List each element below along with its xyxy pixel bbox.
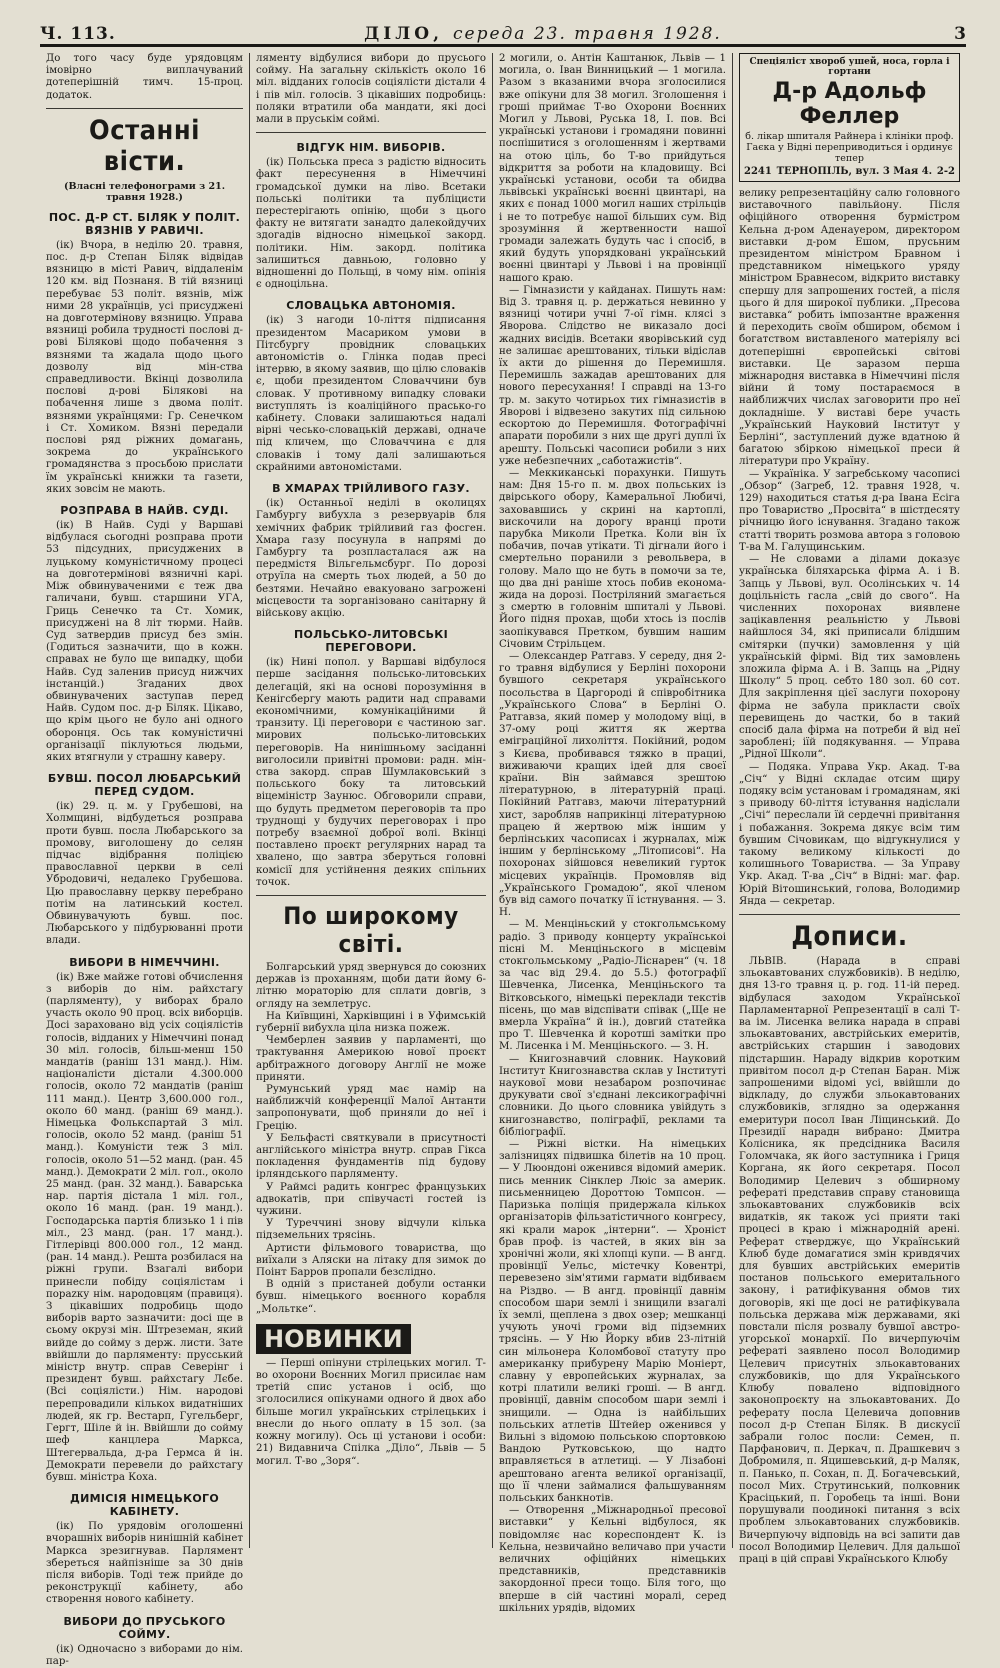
article-body: (ік) В Найв. Суді у Варшаві відбулася сьогодні розправа проти 53 підсудних, присуджених в луцькому комуністичному процесі на довготермінові вязничні карі. Між обвинуваченими є теж два галичани, бувш. старшини УГА, Гриць Сенечко та Ст. Хомик, присуджені на 8 літ тюрми. Найв. Суд затвердив присуд без змін. (Годиться зазначити, що в кожн. справах не було ще випадку, щоби Найв. Суд заленив присуд нижчих інстанцій.) Згаданих двох обвинувачених заступав перед Найв. Судом пос. д-р Біляк. Цікаво, що крім цього не було ані одного оборонця. Ось так комуністичні організації піклуються людьми, яких втягнули у страшну каверу.	[46, 520, 243, 763]
article-title: ВІДГУК НІМ. ВИБОРІВ.	[296, 141, 446, 155]
section-title-world: По широкому світі.	[283, 901, 459, 958]
article-title: ВИБОРИ ДО ПРУСЬКОГО СОЙМУ.	[63, 1614, 226, 1641]
world-item: У Туреччині знову відчули кілька підземельних трясінь.	[256, 1218, 486, 1242]
section-title-news: НОВИНКИ	[256, 1324, 411, 1354]
news-item: — Книгознавчий словник. Науковий Інститут Книгознавства склав у Інституті наукової мови незабаром розпочинає друкувати свої з'єднані лексикографічні словники. До цього словника увійдуть з книгознавство, поліграфії, реклами та бібліографії.	[499, 1053, 726, 1138]
page-number: 3	[954, 24, 966, 44]
section-title-latest-news: Останні вісти.	[89, 114, 200, 177]
issue-number: Ч. 113.	[40, 24, 116, 44]
news-item: — Олександер Ратгавз. У середу, дня 2-го травня відбулися у Берліні похорони бувшого секретаря українського посольства в Царгороді й співробітника „Українського Слова“ в Берліні О. Ратгавза, який помер у молодому віці, в 37-ому році життя як жертва еміграційної лихоліття. Покійний, родом з Києва, пробивався тяжко в прациі, виживаючи кращих ідей для своєї країни. Він займався зрештою літературною, в літературній праці. Покійний Ратгавз, маючи літературний хист, заробляв наприкінці літературною працею й жертвою між іншим у берлінських часописах і журналах, між іншим у берлінському „Літописові“. На похоронах зійшовся невеликий гурток місцевих українців. Промовляв від „Українського Громадою“, якої членом був від самого початку її істнування. — З. Н.	[499, 650, 726, 919]
article-body: (ік) Вчора, в неділю 20. травня, пос. д-р Степан Біляк відвідав вязницю в місті Равич, віддаленім 120 км. від Познаня. В тій вязниці перебуває 53 політ. вязнів, між ними 28 українців, усі присуджені на довготермінову вязницю. Управа вязниці робила трудності послові д-рові Білякові щодо побачення з вязнями та жадала щодо цього дозволу від мін-ства справедливости. Вкінці дозволила послові д-рові Білякові на побачення лише з двома політ. вязнями українцями: Гр. Сенечком і Ст. Хомиком. Вязні передали послові ряд ріжних домагань, зокрема до українського громадянства з просьбою прислати їм українські книжки та газети, яких зовсім не мають.	[46, 239, 243, 495]
news-item: — Не словами а ділами доказує українська біляхарська фірма А. і В. Запць у Львові, вул. Осолінських ч. 14 доцільність гасла „свій до свого“. На численних похоронах виявлене зацікавлення реальністю у Львові найшлося 34, які приписали блідшим смітярки (пучки) замовлення у цій українській фірмі. Від тих замовлень зложила фірма А. і В. Запць на „Рідну Школу“ 5 проц. себто 180 зол. 60 сот. Для закріплення цієї заслуги похорону фірма не забула прикласти своїх перевищень до частки, бо в такий спосіб дала фірма на потреби й від неї зароблені; іїй подякування. — Управа „Рідної Школи“.	[739, 554, 960, 761]
columns	[40, 53, 966, 1667]
article-title: ПОЛЬСЬКО-ЛИТОВСЬКІ ПЕРЕГОВОРИ.	[294, 628, 448, 655]
section-subtitle: (Власні телефонограми з 21. травня 1928.)	[63, 180, 226, 203]
news-item: — Україніка. У загребському часописі „Обзор“ (Загреб, 12. травня 1928, ч. 129) находиться статья д-ра Івана Есіга про Товариство „Просвіта“ в шістдесяту річницю його існування. Згадано також статті творить розмова автора з головою Т-ва М. Галущинським.	[739, 468, 960, 553]
article-title: В ХМАРАХ ТРІЙЛИВОГО ГАЗУ.	[272, 482, 470, 496]
world-item: Румунський уряд має намір на найближчій конференції Малої Антанти запропонувати, щоб приняли до неї і Грецію.	[256, 1084, 486, 1132]
divider	[739, 914, 960, 915]
column-4	[733, 53, 966, 1565]
news-item: — Гімназисти у кайданах. Пишуть нам: Від 3. травня ц. р. держаться невинно у вязниці чотири учні 7-ої гімн. клясі з Яворова. Слідство не виказало досі жадних висідів. Всетаки яворівський суд не залишає арештованих, тільки відіслав їх акти до рішення до Перемишля. Перемишль зажадав арештованих для нового пересухання! І справді на 13-го тр. м. закуто чотирьох тих гімназистів в Яворові і відвезено закутих під сильною ескортою до Перемишля. Фотографічні апарати поробили з них ще другі дуплі їх арешту. Польські часописи робили з них уже небезпечних „саботажистів“.	[499, 284, 726, 467]
news-item: — Меккиканські порахунки. Пишуть нам: Дня 15-го п. м. двох польських із двірського обору, Камеральної Любичі, заховавшись у скрині на картоплі, вискочили на дорогу вранці проти парубка Миколи Претка. Коли він їх побачив, почав утікати. Ті дігнали його і смертельно поранили з револьвера, в голову. Мало що не буть в помочи за те, що два дні раніше хтось побив економа-жида на дорозі. Постріляний змагається з смертю в головнім шпиталі у Львові. Його підня прохав, щоби хтось із послів заопікувався Претком, бувшим нашим Січовим Стрільцем.	[499, 467, 726, 650]
news-item: — Отворення „Міжнародньої пресової виставки“ у Кельні відбулося, як повідомляє нас кореспондент К. із Кельна, незвичайно величаво при участи величних офіційних німецьких представників, представників закордонної преси тощо. Біля того, що вперше в сій частині моралі, серед шкільних урядів, відомих	[499, 1505, 726, 1614]
article-title: РОЗПРАВА В НАЙВ. СУДІ.	[60, 504, 229, 518]
article-title: СЛОВАЦЬКА АВТОНОМІЯ.	[286, 299, 456, 313]
news-item: 2 могили, о. Антін Каштанюк, Львів — 1 могила, о. Іван Винницький — 1 могила. Разом з вказаними вчора зголосилися вже опікуни для 38 могил. Зголошення і гроші приймає Т-во Охорони Воєнних Могил у Львові, Руська 18, І. пов. Всі українські установи і громадяни повинні поспішитися з оголошенням і жертвами на отою ціль, бо Т-во прийдуться відкриття за роботи на кладовищу. Всі українські установи, особи та обидва львівські українські воєнні цвинтарі, на яких є понад 1000 могил наших стрільців і не то потребує нашої більших сум. Від зрозуміння й жертвенности нашої громади залежать будуть час і спосіб, в який будуть упорядковані український воєнні цвинтарі у Львові і на провінції нашого краю.	[499, 53, 726, 284]
article-body: (ік) Нині попол. у Варшаві відбулося перше засідання польсько-литовських делегацій, які на основі порозуміння в Кенігсбергу мають радити над справами економічними, комунікаційними й транзиту. Ці переговори є частиною заг. мирових польсько-литовських переговорів. На нинішньому засіданні виголосили привітні промови: радн. мін-ства закорд. справ Шумлаковський з польського боку та литовський віцеміністр Заунюс. Обговорили справи, що будуть предметом переговорів та про труднощі у будучих переговорах і про потребу взаємної доброї волі. Вкінці поставлено проєкт регулярних нарад та хвалено, що завтра зберуться головні комісії для устійнення деяких спільних точок.	[256, 657, 486, 888]
news-item: — Перші опінуни стрілецьких могил. Т-во охорони Воєнних Могил присилає нам третій спис установ і осіб, що зголосилися опікунами одного й двох або більше могил українських стрілецьких і внесли до нього оплату в 15 зол. (за кожну могилу). Ось ці установи і особи: 21) Видавнича Спілка „Діло“, Львів — 5 могил. Т-во „Зоря“.	[256, 1357, 486, 1467]
world-item: У Раймсі радить конгрес французьких адвокатів, при співучасті гостей із чужини.	[256, 1181, 486, 1218]
intro-paragraph: До того часу буде урядовцям імовірно виплачуваний дотеперішній тимч. 15-проц. додаток.	[46, 53, 243, 101]
ad-doctor-name: Д-р Адольф Феллер	[772, 79, 927, 129]
news-item: — М. Менціньский у стокгольмському радіо. З приводу концерту українськоі пісні М. Менціньского в місцевім стокгольмському „Радіо-Ліснарен“ (ч. 18 за час від 29.4. до 5.5.) фотографії Шевченка, Лисенка, Менціньского та Вітковського, німецькі переклади текстів пісень, що мав відспівати співак („Ще не вмерла Україна“ й ін.), довгий статейка про Т. Шевченка й коротші замітки про М. Лисенка і М. Менціньского. — З. Н.	[499, 919, 726, 1053]
world-item: Чемберлен заявив у парламенті, що трактування Америкою нової проєкт арбітражного договору Англії не може приняти.	[256, 1035, 486, 1083]
news-item: велику репрезентаційну салю головного виставочного павільйону. Після офіційного отворення бурмістром Кельна д-ром Аденауером, директором виставки д-ром Ешом, прусьним президентом міністром Бравном і представником німецького уряду міністром Бравнесом, відкрито виставку спершу для запрошених гостей, а після цього й для широкої публики. „Пресова виставка“ робить імпозантне враження й переходить своїм обширом, обємом і богатством виставленого матеріялу всі дотеперішні європейські світові виставки. Це заразом перша міжнародня виставка в Німеччині після війни й тому постараємося в найближчих числах заговорити про неї докладніше. У виставі бере участь „Український Науковий Інститут у Берліні“, заступлений дуже вдатною й багатою збіркою німецької преси й літератури про Україну.	[739, 188, 960, 468]
article-title: БУВШ. ПОСОЛ ЛЮБАРСЬКИЙ ПЕРЕД СУДОМ.	[47, 772, 242, 799]
letter-item: ЛЬВІВ. (Нарада в справі зльокавтованих службовиків). В неділю, дня 13-го травня ц. р. год. 11-ій перед. відбулася заходом Української Парламентарної Репрезентації в салі Т-ва ім. Лисенка велика нарада в справі зльокавтованих, австрійських емеритів, австрійських старшин і заводових підстаршин. Нараду відкрив коротким привітом посол д-р Степан Баран. Між запрошеними відомі усі, ввійшли до відкладу, до служби зльокавтованих службовиків, зглядно за одержання емеритури посол Іван Ліщинський. До Президії нарадн вибрано: Дмитра Колісника, як предсідника Василя Голомчака, як його заступника і Гриця Коргана, як його секретаря. Посол Володимир Целевич з обширному рефераті представив справу становища зльокавтованих службовиків всіх видатків, як також усі прияти такі процесі в краю і міжнародній арені. Реферат стверджує, що Український Клюб буде домагатися змін кривдячих для бувших австрійських емеритів постанов польського емеритального закону, і ратифікування обмов тих договорів, які ще досі не ратифікувала польська держава між державами, які повстали після розвалу бувшої австро-угорської монархії. По вичерпуючім рефераті заявлено посол Володимир Целевич присутніх зльокавтованих службовиків, що для Українського Клюбу повалено відповідного законопроєкту на зльокавтованих. До реферату посла Целевича доповнив посол д-р Степан Біляк. В дискусії забрали голос посли: Семен, п. Парфанович, п. Деркач, п. Драшкевич з Добромиля, п. Яцишевський, д-р Маляк, п. Панько, п. Сохан, п. Д. Богачевський, посол Мих. Струтинський, полковник Красіцький, п. Горобець та інші. Вони порушували поодинокі питання з всіх проблем зльокавтованих службовиків. Вичерпуючу відповідь на всі запити дав посол Володимир Целевич. Для дальшої праці в цій справі Українського Клюбу	[739, 955, 960, 1565]
ad-phone: 2241	[744, 166, 772, 177]
column-1	[40, 53, 250, 1667]
article-body: (ік) Останньої неділі в околицях Гамбургу вибухла з резервуарів бля хемічних фабрик трійливий газ фосген. Хмара газу посунула в напрямі до Гамбургу та розпласталася аж на передмістя Вільгельмсбург. По дорозі отруїла на смерть тьох людей, а 50 до безтями. Нечайно евакуовано загрожені місцевости та зорганізовано санітарну й військову акцію.	[256, 498, 486, 619]
section-title-letters: Дописи.	[791, 920, 908, 952]
world-item: Артисти фільмового товариства, що виїхали з Аляски на літаку для зимок до Поінт Барров пропали безслідно.	[256, 1242, 486, 1279]
masthead	[40, 14, 966, 47]
article-body: (ік) Вже майже готові обчислення з виборів до нім. райхстагу (парляменту), у виборах брало участь около 90 проц. всіх виборців. Досі зараховано від усіх соціялістів голосів, відданих у Німеччині понад 30 міл. голосів, більш-менш 150 мандатів (раніш 131 манд.). Нім. націоналісти дістали 4.300.000 голосів, около 72 мандатів (раніш 111 манд.). Центр 3,600.000 гол., около 60 манд. (раніш 69 манд.). Німецька Фолькспартай 3 міл. голосів, около 52 манд. (раніш 51 манд.). Комуністи теж 3 міл. голосів, около 51—52 манд. (ран. 45 манд.). Демократи 2 міл. гол., около 25 манд. (ран. 32 манд.). Баварська нар. партія дістала 1 міл. гол., около 16 манд. (ран. 19 манд.). Господарська партія близько 1 і пів міл., 23 манд. (ран. 17 манд.). Гітлерівці 800.000 гол., 12 манд. (ран. 14 манд.). Решта розбилася на ріжні групи. Взагалі вибори принесли побіду соціялістам і порazку нім. народовцям (правиця). З цікавіших подробиць щодо виборів варто зазначити: досі ще в сьому окрузі мін. Штреземан, який вийде до сойму з держ. листи. Зате ввійшли до парляменту: прусський міністр внутр. справ Северінг і президент бувш. райхстагу Лєбе. (Всі соціялісти.) Нім. народові перепровадили кількох видатніших людей, як гр. Вестарп, Гугельберг, Гергт, Шіле й ін. Ввійшли до сойму шеф канцлера Маркса, Штегервальда, д-ра Гермса й ін. Демократи перевели до райхстагу бувш. міністра Коха.	[46, 971, 243, 1483]
issue-date: середа 23. травня 1928.	[452, 24, 722, 44]
masthead-title	[160, 24, 926, 44]
article-body: (ік) Одночасно з виборами до нім. пар-	[46, 1643, 243, 1667]
article-body: ляменту відбулися вибори до прусього сойму. На загальну скількість около 16 міл. відданих голосів соціялісти дістали 4 і пів міл. голосів. З цікавіших подробиць: поляки втратили оба мандати, які досі мали в пруськім соймі.	[256, 53, 486, 126]
divider	[256, 132, 486, 133]
divider	[256, 895, 486, 896]
world-item: У Бельфасті святкували в присутності англійського міністра внутр. справ Гікса покладення фундаментів під будову ірляндського парляменту.	[256, 1132, 486, 1181]
world-item: В одній з пристаней добули останки бувш. німецького воєнного корабля „Мольтке“.	[256, 1279, 486, 1315]
doctor-advertisement	[739, 53, 960, 182]
article-title: ВИБОРИ В НІМЕЧЧИНІ.	[69, 955, 220, 969]
news-item: — Подяка. Управа Укр. Акад. Т-ва „Січ“ у Відні складає отсим щиру подяку всім установам і громадянам, які з приводу 60-ліття істування надіслали „Січі“ переслали їй сердечні привітання і побажання. Зокрема дякує всім тим бувшим Січовикам, що відгукнулися у такому великому кількості до колишнього Товариства. — За Управу Укр. Акад. Т-ва „Січ“ в Відні: маг. фар. Юрій Вітошинський, голова, Володимир Янда — секретар.	[739, 761, 960, 907]
article-body: (ік) З нагоди 10-ліття підписання президентом Масариком умови в Пітсбургу провідник словацьких автономістів о. Глінка подав пресі інтервю, в якому заявив, що цілю словаків є, щоби президентом Словаччини був словак. У противному випадку словаки виступлять із коаліційного прасько-го кабінету. Словаки залишаються надалі вірні чесько-словацькій державі, одначе під кличем, що Словаччина є для словаків і тому далі залишаються скрайними автономістами.	[256, 315, 486, 473]
article-body: (ік) По урядовім оголошенні вчорашніх виборів нинішній кабінет Маркса зрезигнував. Парлямент збереться найпізніше за 30 днів після виборів. Тоді теж прийде до реконструкції кабінету, або створення нового кабінету.	[46, 1521, 243, 1606]
news-item: — Ріжні вістки. На німецьких залізницях підвишка білетів на 10 проц. — У Люондоні оженився відомий америк. пись менник Сінклер Люіс за америк. письменницею Дороттою Томпсон. — Паризька поліція придержала кількох організаторів фільзатістичного конгресу, які крали марок „інтерни“. — Хроніст брав проф. із частей, в яких він за хронічні жоли, які хлопці купи. — В ангд. провінції Уельс, містечку Ковентрі, перевезено зім'ятими гармати відбиваєм на Різдво. — В ангд. провінції давнім способом шари землі і знищили взагалі їх землі, щеплена з двох озер; мешканці учують уночі громи від підземних трясінь. — У Ню Йорку вбив 23-літній син мільонера Коломбової статуту про американку прибурену Марію Моніерт, славну у европейських журналах, за котрі платили великі гроші. — В ангд. провінції, давнім способом шари землі і знищили. — Одна із найбільших польських атлетів Штейер оженився у Вильні з відомою польською спортовкою Вандою Рутковською, що надто вправляється в атлетиці. — У Лізабоні арештовано агента великої організації, що її члени займалися фальшуванням польських банкнотів.	[499, 1139, 726, 1504]
ad-city: ТЕРНОПІЛЬ, вул. 3 Мая 4.	[776, 166, 933, 177]
ad-description: б. лікар шпиталя Райнера і клініки проф. Гаєка у Відні переприводиться і ординує тепер	[745, 131, 954, 164]
column-2	[250, 53, 493, 1548]
article-body: (ік) 29. ц. м. у Грубешові, на Холмщині, відбудеться розправа проти бувш. посла Любарського за промову, виголошену до селян підчас відібрання поліцією православної церкви в селі Убродовичі, недалеко Грубешова. Цю православну церкву перебрано потім на латинський костел. Обвинувачують бувш. пос. Любарського у підбурюванні проти влади.	[46, 801, 243, 947]
paper-name: ДІЛО,	[364, 24, 443, 44]
article-title: ДИМІСІЯ НІМЕЦЬКОГО КАБІНЕТУ.	[70, 1492, 219, 1519]
ad-code: 2-2	[936, 166, 955, 177]
article-body: (ік) Польська преса з радістю відносить факт пересунення в Німеччині громадської думки на ліво. Всетаки польські політики та публіцисти перестерігають опінію, щоби з цього факту не витягати занадто далекойдучих здогадів відносно німецької закорд. політики. Нім. закорд. політика залишиться давньою, головно у відношенні до Польщі, в чому нім. опінія є одноцільна.	[256, 157, 486, 291]
divider	[46, 108, 243, 109]
ad-specialty: Спеціяліст хвороб ушей, носа, горла і гортани	[749, 57, 950, 77]
column-3	[493, 53, 733, 1614]
article-title: ПОС. Д-Р СТ. БІЛЯК У ПОЛІТ. ВЯЗНІВ У РАВИЧІ.	[48, 210, 241, 237]
ad-address-line	[744, 166, 955, 177]
world-item: На Київщині, Харківщині і в Уфимській губернії вибухла ціла низка пожеж.	[256, 1010, 486, 1034]
world-item: Болгарський уряд звернувся до союзних держав із проханням, щоби дати йому 6-літню мораторію для сплати довгів, з огляду на землетрус.	[256, 961, 486, 1010]
